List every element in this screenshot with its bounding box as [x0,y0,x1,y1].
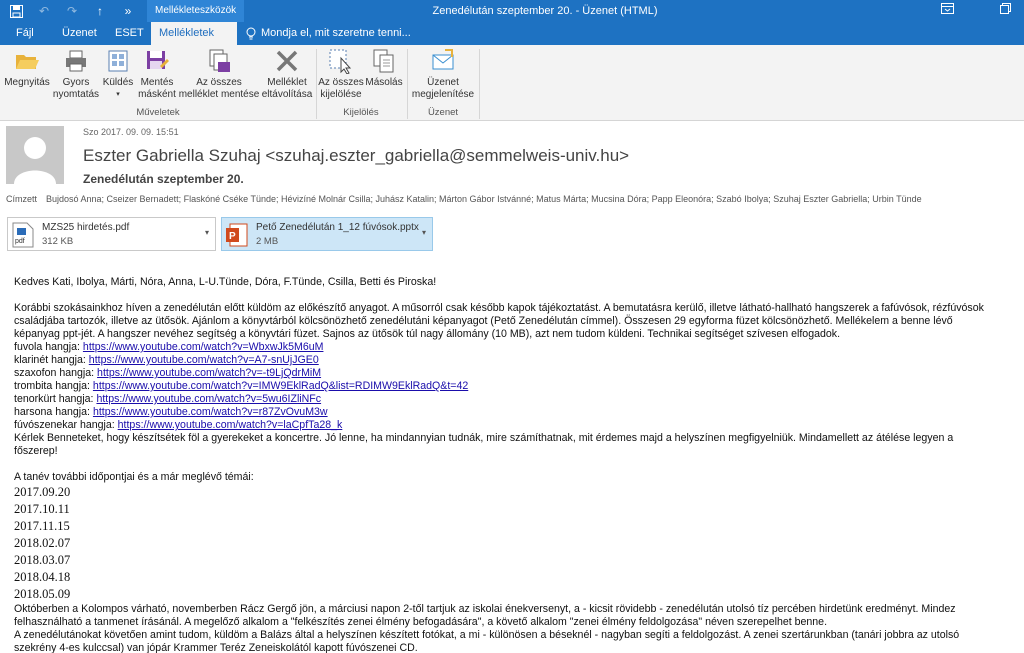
link-line: tenorkürt hangja: https://www.youtube.com/watch?v=5wu6IZliNFc [14,393,322,405]
date-item: 2018.04.18 [14,570,71,584]
date-item: 2018.03.07 [14,553,71,567]
window-title: Zenedélután szeptember 20. - Üzenet (HTML) [432,5,658,17]
chevron-down-icon[interactable]: ▾ [204,228,209,237]
quick-access-toolbar [8,2,136,20]
tell-me-search[interactable] [246,22,411,45]
envelope-icon [430,48,456,74]
youtube-link[interactable]: https://www.youtube.com/watch?v=r87ZvOvuM3w [92,406,328,418]
youtube-link[interactable]: https://www.youtube.com/watch?v=5wu6IZliNFc [96,393,322,405]
save-all-icon [206,48,232,74]
printer-icon [63,48,89,74]
open-button[interactable]: Megnyitás [2,48,52,89]
body-paragraph: felhasználható a tanmenet írásánál. A megelőző alkalom a "felkészítés zenei élmény befogadására", a követő alkalom "zenei élmény feldolgozása" néven szerepelhet benne. [14,616,828,628]
send-button[interactable]: Küldés ▾ [100,48,136,101]
select-all-button[interactable]: Az összes kijelölése [318,48,364,101]
date-item: 2018.05.09 [14,587,71,601]
message-date: Szo 2017. 09. 09. 15:51 [83,127,179,137]
svg-text:P: P [229,231,236,242]
youtube-link[interactable]: https://www.youtube.com/watch?v=IMW9EklRadQ&list=RDIMW9EklRadQ&t=42 [92,380,469,392]
group-label-selection: Kijelölés [343,107,379,118]
youtube-link[interactable]: https://www.youtube.com/watch?v=-t9LjQdrMiM [97,367,322,379]
body-paragraph: szekrény 4-es kulccsal) van jópár Krammer Teréz Zeneiskolától kapott fúvószenei CD. [14,642,418,653]
remove-attachment-button[interactable]: Melléklet eltávolítása [260,48,314,101]
body-paragraph: főszerep! [14,445,58,457]
tab-eset[interactable]: ESET [115,27,144,39]
youtube-link[interactable]: https://www.youtube.com/watch?v=WbxwJk5M6uM [82,341,324,353]
tell-me-text: Mondja el, mit szeretne tenni... [261,27,411,39]
undo-icon[interactable]: ↶ [38,4,50,18]
link-line: fuvola hangja: https://www.youtube.com/watch?v=WbxwJk5M6uM [14,341,324,353]
up-arrow-icon[interactable]: ↑ [97,4,103,18]
recipients-list[interactable]: Bujdosó Anna; Cseizer Bernadett; Flaskóné Cséke Tünde; Hévizíné Molnár Csilla; Juhász Katalin; Márton Gábor Istvánné; Matus Márta; Mucsina Dóra; Papp Eleonóra; Szabó Ibolya; Szuhaj Eszter Gabriella; Urbin Tünde [46,194,922,204]
context-tab-attachment-tools: Mellékleteszközök [147,0,244,22]
powerpoint-file-icon [226,222,248,248]
group-label-message: Üzenet [427,107,459,118]
date-item: 2018.02.07 [14,536,71,550]
title-bar [0,0,1024,22]
save-as-icon [144,48,170,74]
show-message-button[interactable]: Üzenet megjelenítése [409,48,477,101]
link-line: harsona hangja: https://www.youtube.com/watch?v=r87ZvOvuM3w [14,406,328,418]
attachment-pdf[interactable]: pdf MZS25 hirdetés.pdf 312 KB ▾ [7,217,216,251]
ribbon-display-options-icon[interactable] [938,3,956,17]
remove-x-icon [274,48,300,74]
ribbon-tabs [0,22,1024,45]
date-item: 2017.10.11 [14,502,70,516]
quick-print-button[interactable]: Gyors nyomtatás [52,48,100,101]
ribbon-separator [407,49,408,119]
tab-file[interactable]: Fájl [16,27,34,39]
save-icon[interactable] [8,3,24,19]
redo-icon[interactable]: ↷ [66,4,78,18]
chevron-down-icon[interactable]: ▾ [421,228,426,237]
send-grid-icon [105,48,131,74]
avatar [6,126,64,184]
link-line: fúvószenekar hangja: https://www.youtube.com/watch?v=laCpfTa28_k [14,419,343,431]
date-item: 2017.09.20 [14,485,71,499]
folder-open-icon [14,48,40,74]
body-paragraph: képanyag ppt-jét. A hangszer nevéhez segítség a könyvtári füzet. Sajnos az ütősök túl nagy állomány (10 MB), azt nem tudom küldeni. Technikai segítséget szívesen elfogadok. [14,328,841,340]
pdf-icon-label: pdf [15,238,25,245]
ribbon-separator [316,49,317,119]
date-item: 2017.11.15 [14,519,70,533]
body-paragraph: A zenedélutánokat követően amint tudom, küldöm a Balázs által a helyszínen készített fotókat, a mi - különösen a béseknél - nagyban segíti a feldolgozást. A zenei szertárunkban (tanári jobbra az utolsó [14,629,960,641]
select-all-icon [328,48,354,74]
youtube-link[interactable]: https://www.youtube.com/watch?v=laCpfTa28_k [117,419,343,431]
lightbulb-icon [246,27,256,40]
copy-icon [371,48,397,74]
to-label: Címzett [6,194,38,204]
copy-button[interactable]: Másolás [364,48,404,89]
sender-name[interactable]: Eszter Gabriella Szuhaj <szuhaj.eszter_gabriella@semmelweis-univ.hu> [83,146,630,165]
body-paragraph: családjába tartozók, illetve az ütősök. Ajánlom a könyvtárból kölcsönözhető zenedélutáni képanyagot (Pető Zenedélután címmel). Összesen 29 egyforma füzet kölcsönözhető. Mellékelem a benne lévő [14,315,953,327]
tab-attachments[interactable]: Mellékletek [151,22,237,45]
message-subject: Zenedélután szeptember 20. [83,172,244,186]
save-all-attachments-button[interactable]: Az összes melléklet mentése [178,48,260,101]
restore-window-icon[interactable] [996,3,1014,17]
ribbon [0,45,1024,121]
ribbon-separator [479,49,480,119]
save-as-button[interactable]: Mentés másként [136,48,178,101]
message-body [14,276,1014,653]
link-line: szaxofon hangja: https://www.youtube.com/watch?v=-t9LjQdrMiM [14,367,322,379]
greeting: Kedves Kati, Ibolya, Márti, Nóra, Anna, L-U.Tünde, Dóra, F.Tünde, Csilla, Betti és Piroska! [14,276,437,288]
link-line: klarinét hangja: https://www.youtube.com/watch?v=A7-snUjJGE0 [14,354,319,366]
body-paragraph: Októberben a Kolompos várható, novemberben Rácz Gergő jön, a márciusi napon 2-től tartjuk az iskolai énekversenyt, a - kicsit rövidebb - zenedélután utolsó tíz percében hirdetünk eredményt. Mindez [14,603,956,615]
body-paragraph: Kérlek Benneteket, hogy készítsétek föl a gyerekeket a koncertre. Jó lenne, ha mindannyian tudnák, mire számíthatnak, mit érdemes majd a helyszínen megfigyelniük. Mindamellett az átélése legyen a [14,432,954,444]
group-label-actions: Műveletek [136,107,180,118]
tab-message[interactable]: Üzenet [62,27,97,39]
youtube-link[interactable]: https://www.youtube.com/watch?v=A7-snUjJGE0 [88,354,319,366]
link-line: trombita hangja: https://www.youtube.com/watch?v=IMW9EklRadQ&list=RDIMW9EklRadQ&t=42 [14,380,469,392]
dates-intro: A tanév további időpontjai és a már meglévő témái: [14,471,254,483]
more-commands-icon[interactable]: » [124,4,132,18]
chevron-down-icon: ▾ [116,91,120,98]
attachment-pptx[interactable]: P Pető Zenedélután 1_12 fúvósok.pptx 2 MB ▾ [221,217,433,251]
body-paragraph: Korábbi szokásainkhoz híven a zenedélután előtt küldöm az előkészítő anyagot. A műsorról csak később kapok tájékoztatást. A bemutatásra kerülő, illetve látható-hallható hangszerek a fafúvósok, rézfúvósok [14,302,984,314]
pdf-file-icon [12,222,34,248]
